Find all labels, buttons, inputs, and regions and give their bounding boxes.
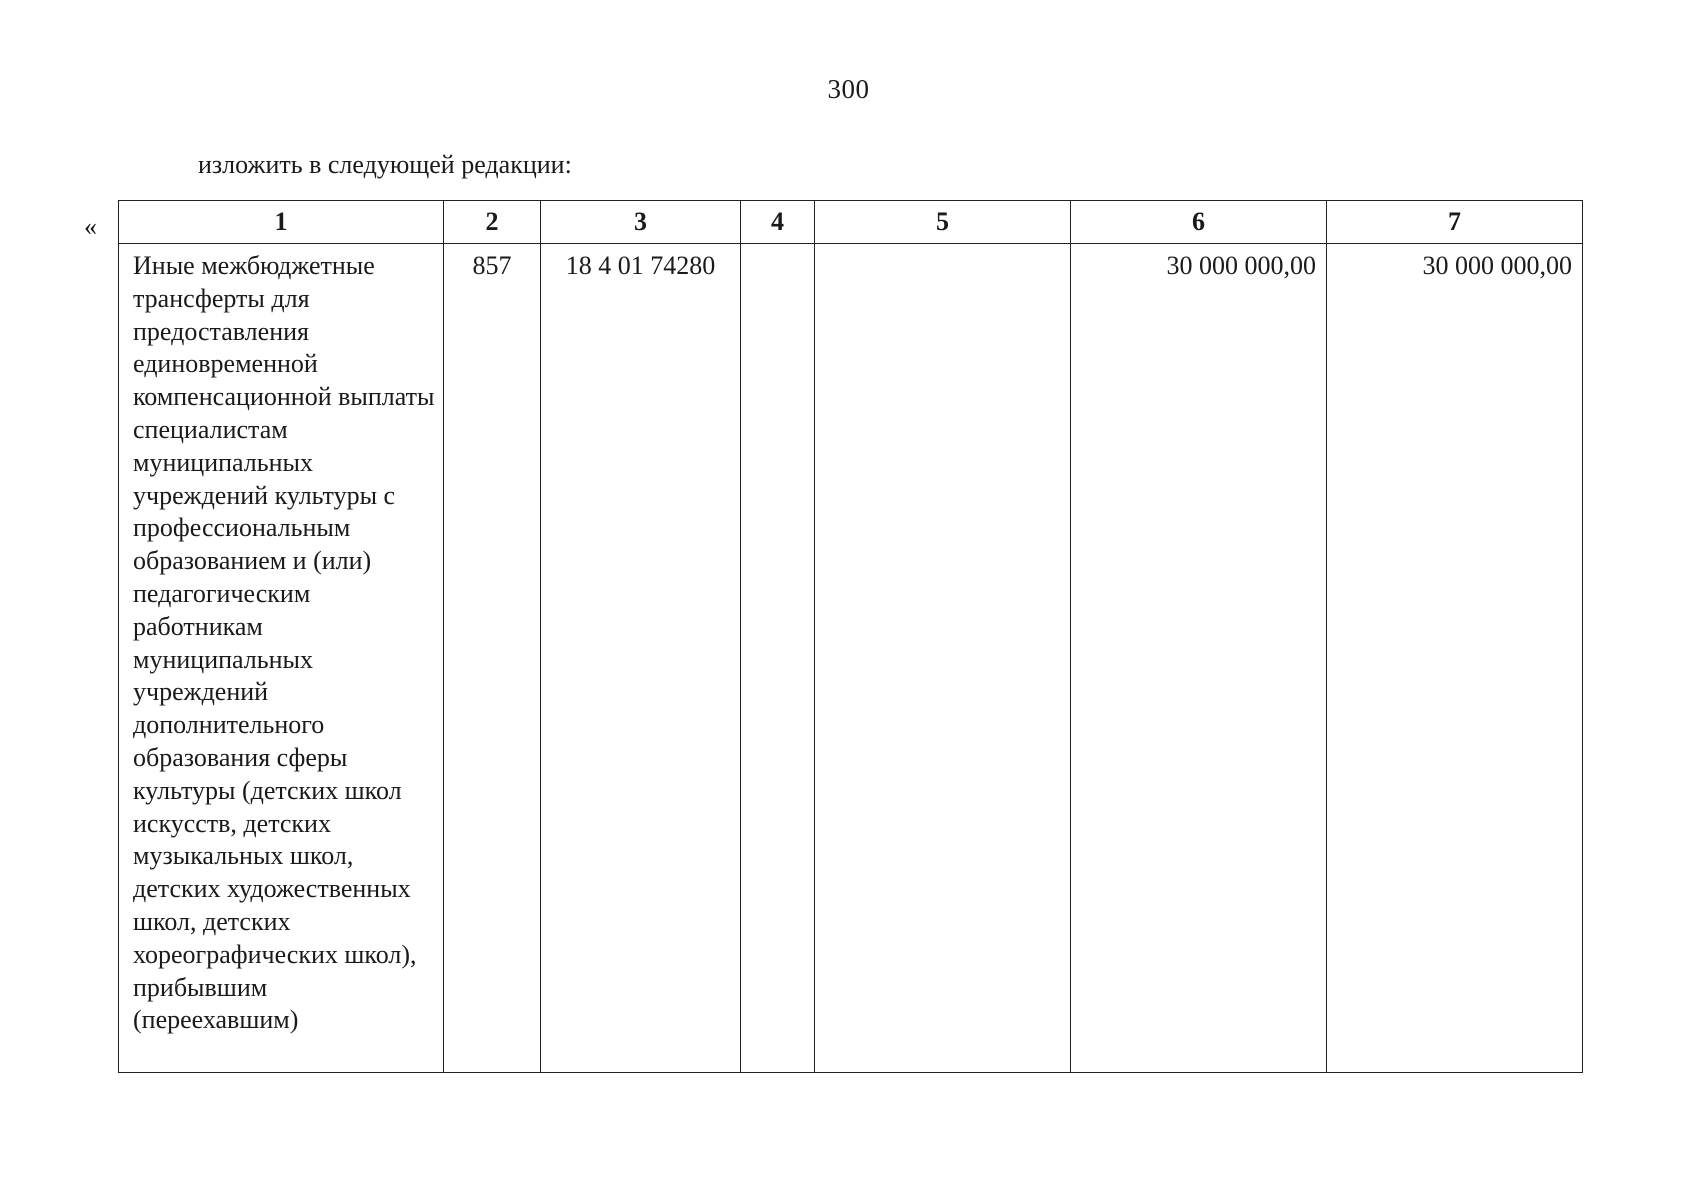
row-target-article-cell: 18 4 01 74280 [541,244,741,1073]
page-number: 300 [827,74,870,104]
header-col-4: 4 [741,201,815,244]
header-col-1: 1 [119,201,444,244]
row-col4-cell [741,244,815,1073]
row-amount-6-cell: 30 000 000,00 [1071,244,1327,1073]
header-col-6: 6 [1071,201,1327,244]
table-header-row [119,201,1583,244]
budget-table [118,200,1583,1073]
row-amount-7-cell: 30 000 000,00 [1327,244,1583,1073]
row-name-cell: Иные межбюджетные трансферты для предоставления единовременной компенсационной выплаты специалистам муниципальных учреждений культуры с профессиональным образованием и (или) педагогическим работникам муниципальных учреждений дополнительного образования сферы культуры (детских школ искусств, детских музыкальных школ, детских художественных школ, детских хореографических школ), прибывшим (переехавшим) [119,244,444,1073]
header-col-7: 7 [1327,201,1583,244]
row-col5-cell [815,244,1071,1073]
opening-quote-mark: « [84,212,97,241]
header-col-2: 2 [444,201,541,244]
table-row [119,244,1583,1073]
header-col-3: 3 [541,201,741,244]
header-col-5: 5 [815,201,1071,244]
intro-text: изложить в следующей редакции: [198,150,572,179]
row-code-cell: 857 [444,244,541,1073]
